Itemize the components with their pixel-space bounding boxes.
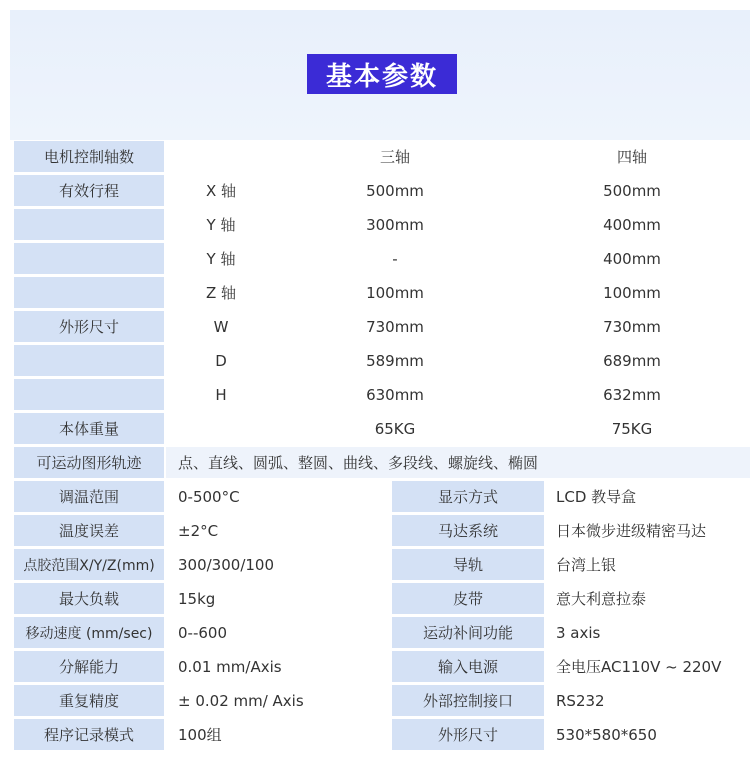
header-three-axis: 三轴: [280, 141, 510, 172]
spec-value-left: ±2°C: [166, 515, 372, 546]
spec-value-left: 300/300/100: [166, 549, 372, 580]
size-value-3: 630mm: [280, 379, 510, 410]
spec-value-right: LCD 教导盒: [544, 481, 750, 512]
header-label: 电机控制轴数: [14, 141, 164, 172]
travel-value-3: -: [280, 243, 510, 274]
spec-label-right: 输入电源: [392, 651, 544, 682]
path-label: 可运动图形轨迹: [14, 447, 164, 478]
travel-value-3: 300mm: [280, 209, 510, 240]
travel-value-3: 100mm: [280, 277, 510, 308]
size-value-3: 730mm: [280, 311, 510, 342]
spec-value-right: 台湾上银: [544, 549, 750, 580]
title-badge: [307, 54, 457, 94]
spec-label-right: 皮带: [392, 583, 544, 614]
page-title: 基本参数: [325, 61, 438, 92]
size-value-4: 689mm: [514, 345, 750, 376]
spec-label-left: 移动速度 (mm/sec): [14, 617, 164, 648]
weight-value-3: 65KG: [280, 413, 510, 444]
travel-value-4: 100mm: [514, 277, 750, 308]
travel-value-4: 400mm: [514, 209, 750, 240]
header-blank: [166, 141, 276, 172]
spec-label-right: 导轨: [392, 549, 544, 580]
spec-value-left: 100组: [166, 719, 372, 750]
spec-label-left: 程序记录模式: [14, 719, 164, 750]
path-value: 点、直线、圆弧、整圆、曲线、多段线、螺旋线、椭圆: [166, 447, 750, 478]
spec-value-right: 意大利意拉泰: [544, 583, 750, 614]
size-axis: D: [166, 345, 276, 376]
weight-value-4: 75KG: [514, 413, 750, 444]
spec-label-left: 温度误差: [14, 515, 164, 546]
travel-label-blank: [14, 209, 164, 240]
spec-value-right: 日本微步进级精密马达: [544, 515, 750, 546]
size-label: 外形尺寸: [14, 311, 164, 342]
travel-value-3: 500mm: [280, 175, 510, 206]
spec-label-left: 调温范围: [14, 481, 164, 512]
travel-value-4: 500mm: [514, 175, 750, 206]
size-label-blank: [14, 345, 164, 376]
travel-axis: X 轴: [166, 175, 276, 206]
spec-label-left: 分解能力: [14, 651, 164, 682]
spec-label-right: 外部控制接口: [392, 685, 544, 716]
travel-label: 有效行程: [14, 175, 164, 206]
spec-label-right: 外形尺寸: [392, 719, 544, 750]
spec-value-left: ± 0.02 mm/ Axis: [166, 685, 372, 716]
spec-value-right: RS232: [544, 685, 750, 716]
spec-value-left: 0-500°C: [166, 481, 372, 512]
size-axis: H: [166, 379, 276, 410]
weight-label: 本体重量: [14, 413, 164, 444]
travel-axis: Y 轴: [166, 209, 276, 240]
travel-axis: Z 轴: [166, 277, 276, 308]
size-label-blank: [14, 379, 164, 410]
spec-label-right: 显示方式: [392, 481, 544, 512]
travel-label-blank: [14, 277, 164, 308]
spec-value-left: 15kg: [166, 583, 372, 614]
spec-value-left: 0--600: [166, 617, 372, 648]
spec-value-right: 全电压AC110V ~ 220V: [544, 651, 750, 682]
size-value-3: 589mm: [280, 345, 510, 376]
spec-label-right: 马达系统: [392, 515, 544, 546]
header-four-axis: 四轴: [514, 141, 750, 172]
spec-value-right: 3 axis: [544, 617, 750, 648]
spec-label-right: 运动补间功能: [392, 617, 544, 648]
spec-label-left: 点胶范围X/Y/Z(mm): [14, 549, 164, 580]
spec-label-left: 重复精度: [14, 685, 164, 716]
travel-label-blank: [14, 243, 164, 274]
size-value-4: 632mm: [514, 379, 750, 410]
travel-axis: Y 轴: [166, 243, 276, 274]
travel-value-4: 400mm: [514, 243, 750, 274]
spec-value-right: 530*580*650: [544, 719, 750, 750]
spec-label-left: 最大负载: [14, 583, 164, 614]
weight-blank: [166, 413, 276, 444]
spec-value-left: 0.01 mm/Axis: [166, 651, 372, 682]
size-axis: W: [166, 311, 276, 342]
size-value-4: 730mm: [514, 311, 750, 342]
